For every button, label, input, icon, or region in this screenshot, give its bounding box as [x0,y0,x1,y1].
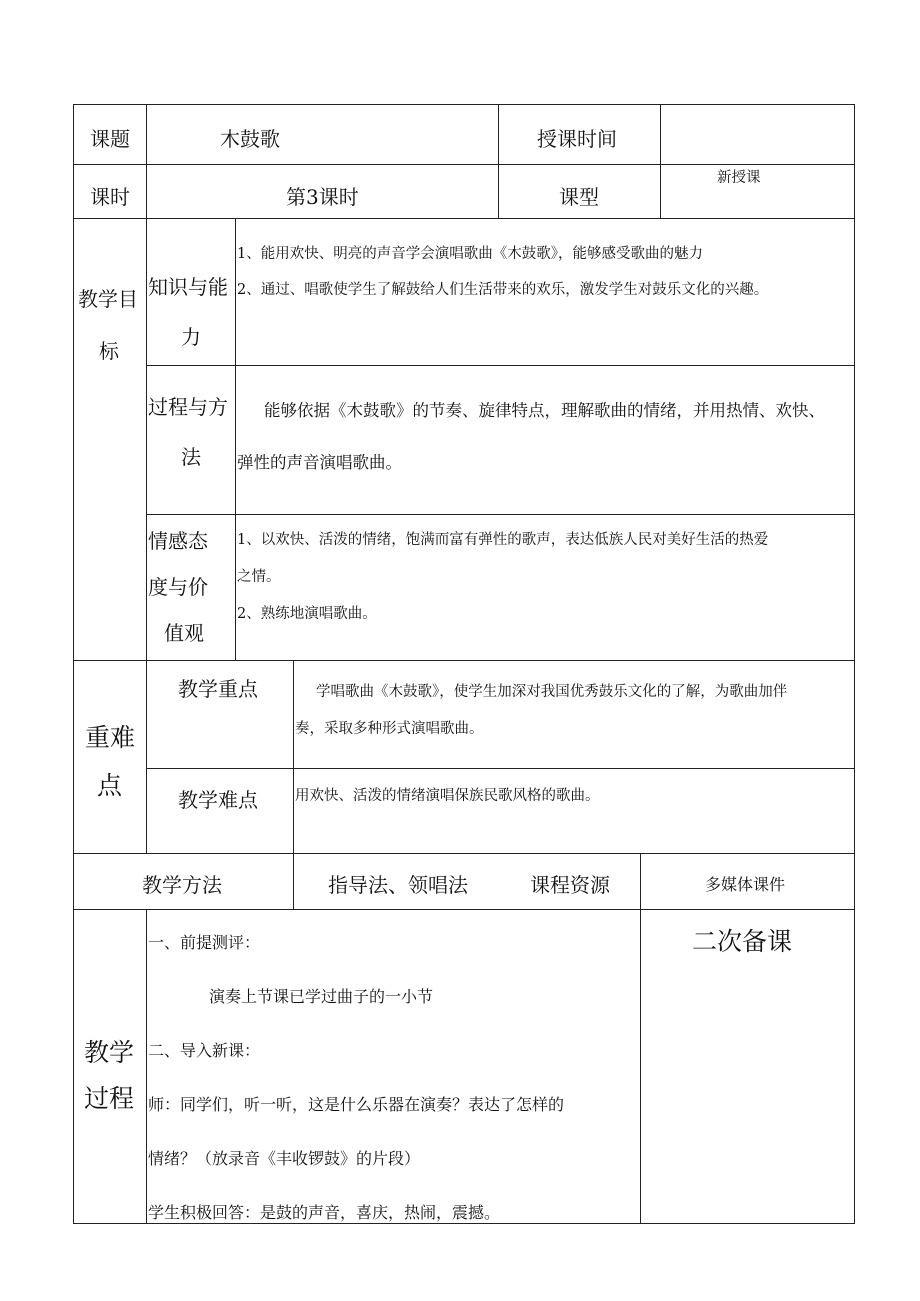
emotion-label [148,518,208,656]
process-label [148,382,228,482]
period-label: 课时 [90,185,130,209]
knowledge-label [148,262,228,362]
process-content [237,385,825,489]
h-line-keypoint [146,768,855,769]
v-line-objectives-sub [235,218,236,661]
emotion-content [237,522,768,633]
v-line-process-notes [640,909,641,1224]
knowledge-label-line: 力 [181,325,201,349]
process-body-line: 学生积极回答：是鼓的声音，喜庆，热闹，震撼。 [148,1203,501,1222]
process-label-line: 法 [181,445,201,469]
topic-value: 木鼓歌 [220,127,280,151]
process-section-label-line: 教学 [84,1038,135,1067]
h-line-methods-end [73,909,855,910]
type-value: 新授课 [717,170,761,186]
process-label-line: 过程与方 [148,395,228,419]
h-line-objectives-end [73,660,855,661]
v-line-methods-b [640,853,641,910]
process-section-label-line: 过程 [84,1084,135,1113]
knowledge-line: 1、能用欢快、明亮的声音学会演唱歌曲《木鼓歌》，能够感受歌曲的魅力 [237,246,703,262]
process-body-line: 一、前提测评： [148,933,261,952]
h-line-difficulty-end [73,853,855,854]
v-line-label-col [146,104,147,853]
process-body-line: 演奏上节课已学过曲子的一小节 [209,987,434,1006]
period-value: 第3课时 [286,185,359,209]
difficulty-label [85,714,135,810]
emotion-label-line: 值观 [164,621,204,645]
time-label: 授课时间 [537,127,617,151]
h-line-knowledge [146,365,855,366]
h-line-row1 [73,164,855,165]
v-line-header-right [660,104,661,219]
knowledge-content [237,236,768,308]
objectives-label-line: 教学目 [78,287,138,311]
methods-label: 教学方法 [142,873,222,897]
resource-value: 多媒体课件 [705,875,786,894]
type-label: 课型 [559,185,599,209]
process-body-line: 情绪？（放录音《丰收锣鼓》的片段） [148,1149,421,1168]
key-point-content [295,674,787,748]
v-line-left [73,104,74,1224]
process-body [148,916,564,1240]
resource-label: 课程资源 [530,873,610,897]
hard-point-line: 用欢快、活泼的情绪演唱保族民歌风格的歌曲。 [295,788,600,804]
key-point-line: 奏，采取多种形式演唱歌曲。 [295,721,484,737]
key-point-line: 学唱歌曲《木鼓歌》，使学生加深对我国优秀鼓乐文化的了解，为歌曲加伴 [316,684,788,700]
h-line-process [146,514,855,515]
v-line-right [854,104,855,1224]
knowledge-line: 2、通过、唱歌使学生了解鼓给人们生活带来的欢乐，激发学生对鼓乐文化的兴趣。 [237,282,769,298]
process-line: 弹性的声音演唱歌曲。 [237,453,402,472]
objectives-label-line: 标 [99,339,119,363]
emotion-line: 之情。 [237,569,281,585]
key-point-label: 教学重点 [178,677,258,701]
emotion-label-line: 情感态 [148,529,208,553]
v-line-header-mid [498,104,499,219]
process-section-label [84,1030,134,1122]
h-line-row2 [73,218,855,219]
knowledge-label-line: 知识与能 [148,275,228,299]
v-line-methods-a [293,853,294,910]
v-line-difficulty-sub [293,660,294,854]
difficulty-label-line: 重难 [85,723,136,752]
second-prep-heading: 二次备课 [692,927,793,956]
emotion-line: 2、熟练地演唱歌曲。 [237,606,377,622]
process-body-line: 师：同学们，听一听，这是什么乐器在演奏？表达了怎样的 [148,1095,565,1114]
emotion-line: 1、以欢快、活泼的情绪，饱满而富有弹性的歌声，表达低族人民对美好生活的热爱 [237,532,769,548]
hard-point-label: 教学难点 [178,788,258,812]
difficulty-label-line: 点 [97,771,123,800]
methods-value: 指导法、领唱法 [328,873,468,897]
process-body-line: 二、导入新课： [148,1041,261,1060]
topic-label: 课题 [90,127,130,151]
v-line-label-col-process [146,909,147,1224]
hard-point-content [295,778,600,815]
emotion-label-line: 度与价 [148,575,208,599]
process-line: 能够依据《木鼓歌》的节奏、旋律特点，理解歌曲的情绪，并用热情、欢快、 [264,401,825,420]
h-line-top [73,104,855,105]
objectives-label [78,273,138,377]
